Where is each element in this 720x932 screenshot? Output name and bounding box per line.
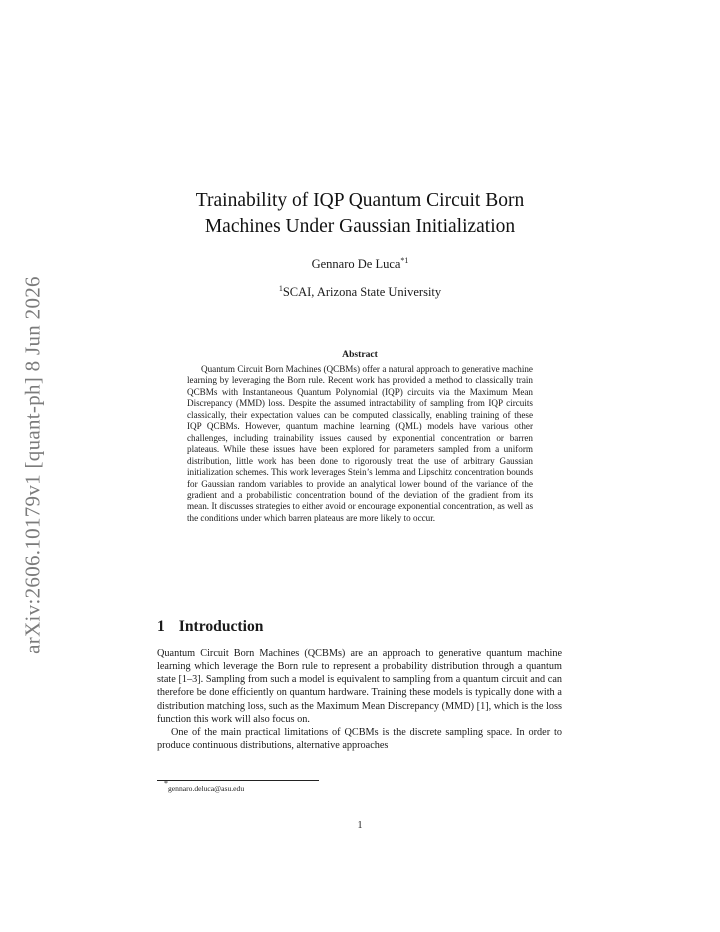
title-line-2: Machines Under Gaussian Initialization — [204, 216, 516, 237]
author-marks: *1 — [400, 256, 409, 265]
abstract-text: Quantum Circuit Born Machines (QCBMs) offer a natural approach to generative machine learning by leveraging the Born rule. Recent work has provided a method to classically train QCBMs with Instantaneous Quantum Polynomial (IQP) circuits via the Maximum Mean Discrepancy (MMD) loss. Despite the assumed intractability of sampling from IQP circuits classically, their expectation values can be computed classically, enabling training of these IQP QCBMs. However, quantum machine learning (QML) models have various other challenges, including trainability issues caused by exponential concentration or barren plateaus. While these issues have been explored for parameters sampled from a uniform distribution, little work has been done to rigorously treat the use of arbitrary Gaussian initialization schemes. This work leverages Stein’s lemma and Lipschitz concentration bounds for Gaussian random variables to provide an analytical lower bound of the variance of the gradient and a probabilistic concentration bound of the deviation of the gradient from its mean. It discusses strategies to either avoid or encourage exponential concentration, as well as the conditions under which barren plateaus are more likely to occur. — [187, 364, 533, 523]
page-number: 1 — [357, 820, 363, 831]
affiliation-mark: 1 — [278, 284, 283, 293]
section-body — [157, 647, 562, 752]
section-heading — [157, 618, 263, 636]
author-name: Gennaro De Luca — [311, 257, 401, 271]
arxiv-identifier: arXiv:2606.10179v1 [quant-ph] 8 Jun 2026 — [20, 276, 45, 654]
title-line-1: Trainability of IQP Quantum Circuit Born — [195, 190, 525, 211]
footnote-rule — [157, 780, 319, 781]
section-title: Introduction — [178, 618, 264, 635]
paper-title — [0, 188, 720, 240]
abstract-heading: Abstract — [342, 349, 378, 360]
abstract — [187, 364, 533, 524]
footnote-email: gennaro.deluca@asu.edu — [168, 784, 245, 793]
footnote-mark: * — [164, 779, 168, 788]
affiliation — [0, 285, 720, 300]
footnote — [164, 779, 245, 793]
author — [0, 257, 720, 272]
affiliation-text: SCAI, Arizona State University — [282, 285, 442, 299]
paragraph-2: One of the main practical limitations of QCBMs is the discrete sampling space. In order to produce continuous distributions, alternative approaches — [157, 726, 562, 752]
paragraph-1: Quantum Circuit Born Machines (QCBMs) are an approach to generative quantum machine learning which leverage the Born rule to represent a probability distribution through a quantum state [1–3]. Sampling from such a model is equivalent to sampling from a quantum circuit and can therefore be done efficiently on quantum hardware. Training these models is typically done with a distribution matching loss, such as the Maximum Mean Discrepancy (MMD) [1], which is the loss function this work will also focus on. — [157, 648, 562, 725]
section-number: 1 — [157, 618, 165, 635]
